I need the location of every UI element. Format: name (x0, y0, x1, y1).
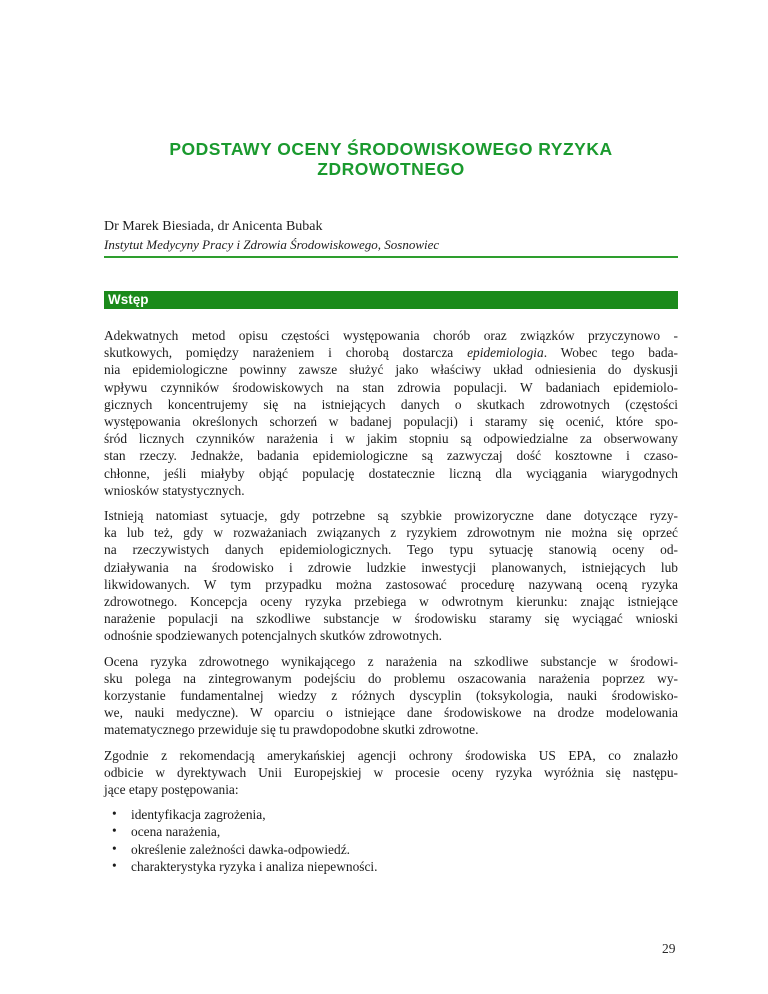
text-line: Istnieją natomiast sytuacje, gdy potrzebne są szybkie prowizoryczne dane dotyczące ryzy- (104, 508, 678, 524)
affiliation-line: Instytut Medycyny Pracy i Zdrowia Środowiskowego, Sosnowiec (104, 237, 440, 252)
text-line: zdrowotnego. Koncepcja oceny ryzyka przebiega w odwrotnym kierunku: znając istniejące (104, 594, 678, 610)
bullet-item (104, 806, 678, 823)
article-body (104, 327, 678, 875)
text-line: matematycznego przewiduje się tu prawdopodobne skutki zdrowotne. (104, 722, 479, 738)
text-line: śród licznych czynników narażenia i w jakim stopniu są odpowiedzialne za obserwowany (104, 431, 678, 447)
text-line: Ocena ryzyka zdrowotnego wynikającego z narażenia na szkodliwe substancje w środowi- (104, 653, 678, 669)
text-line: wpływu czynników środowiskowych na stan zdrowia populacji. W badaniach epidemiolo- (104, 379, 678, 395)
paragraph (104, 507, 678, 645)
bullet-dot-icon: • (112, 823, 117, 839)
text-line: Zgodnie z rekomendacją amerykańskiej agencji ochrony środowiska US EPA, co znalazło (104, 747, 678, 763)
separator-rule (104, 256, 678, 258)
page-number: 29 (662, 941, 676, 956)
text-line: likwidowanych. W tym przypadku można zastosować procedurę nazywaną oceną ryzyka (104, 576, 678, 592)
paragraph (104, 653, 678, 739)
bullet-item (104, 858, 678, 875)
bullet-item (104, 841, 678, 858)
text-line: wniosków statystycznych. (104, 482, 245, 498)
text-line: korzystanie fundamentalnej wiedzy z różnych dyscyplin (toksykologia, nauki środowisko- (104, 688, 678, 704)
authors-line: Dr Marek Biesiada, dr Anicenta Bubak (104, 219, 323, 234)
text-line: jące etapy postępowania: (104, 782, 239, 798)
text-line: ka lub też, gdy w rozważaniach związanych z ryzykiem zdrowotnym nie można się oprzeć (104, 525, 678, 541)
text-line: narażenie populacji na szkodliwe substancje w środowisku staramy się wyciągać wnioski (104, 611, 678, 627)
text-line: skutkowych, pomiędzy narażeniem i chorobą dostarcza epidemiologia. Wobec tego bada- (104, 345, 678, 361)
text-line: występowania określonych schorzeń w badanej populacji) i staramy się ocenić, które spo- (104, 414, 678, 430)
bullet-item (104, 823, 678, 840)
page-title (104, 139, 678, 179)
text-line: na rzeczywistych danych epidemiologicznych. Tego typu sytuację stanowią oceny od- (104, 542, 678, 558)
paragraph (104, 747, 678, 799)
text-line: we, nauki medyczne). W oparciu o istniejące dane środowiskowe na drodze modelowania (104, 705, 678, 721)
bullet-text: ocena narażenia, (131, 824, 221, 840)
bullet-dot-icon: • (112, 857, 117, 873)
text-line: działywania na środowisko i zdrowie ludzkie inwestycji planowanych, istniejących lub (104, 559, 678, 575)
text-line: odbicie w dyrektywach Unii Europejskiej w procesie oceny ryzyka wyróżnia się następu- (104, 764, 678, 780)
text-line: sku polega na zintegrowanym podejściu do problemu oszacowania narażenia poprzez wy- (104, 670, 678, 686)
bullet-dot-icon: • (112, 806, 117, 822)
paragraph (104, 327, 678, 499)
bullet-dot-icon: • (112, 840, 117, 856)
bullet-list (104, 806, 678, 875)
text-line: Adekwatnych metod opisu częstości występowania chorób oraz związków przyczynowo - (104, 328, 678, 343)
page-title-line-1: PODSTAWY OCENY ŚRODOWISKOWEGO RYZYKA (169, 139, 613, 159)
text-line: gicznych koncentrujemy się na istniejących danych o skutkach zdrowotnych (częstości (104, 396, 678, 412)
section-header-wstep (104, 291, 678, 309)
bullet-text: określenie zależności dawka-odpowiedź. (131, 841, 350, 857)
text-line: chłonne, jeśli miałyby objąć populację dostatecznie liczną dla wyciągania wiarygodnych (104, 465, 678, 481)
bullet-text: identyfikacja zagrożenia, (131, 807, 266, 823)
text-line: odnośnie spodziewanych potencjalnych skutków zdrowotnych. (104, 628, 443, 644)
bullet-text: charakterystyka ryzyka i analiza niepewności. (131, 858, 378, 874)
section-heading-label: Wstęp (108, 292, 149, 307)
text-line: nia epidemiologiczne powinny zawsze służyć jako właściwy układ odniesienia do dyskusji (104, 362, 678, 378)
text-line: stan rzeczy. Jednakże, badania epidemiologiczne są zazwyczaj dość kosztowne i czaso- (104, 448, 678, 464)
page-title-line-2: ZDROWOTNEGO (317, 159, 465, 179)
